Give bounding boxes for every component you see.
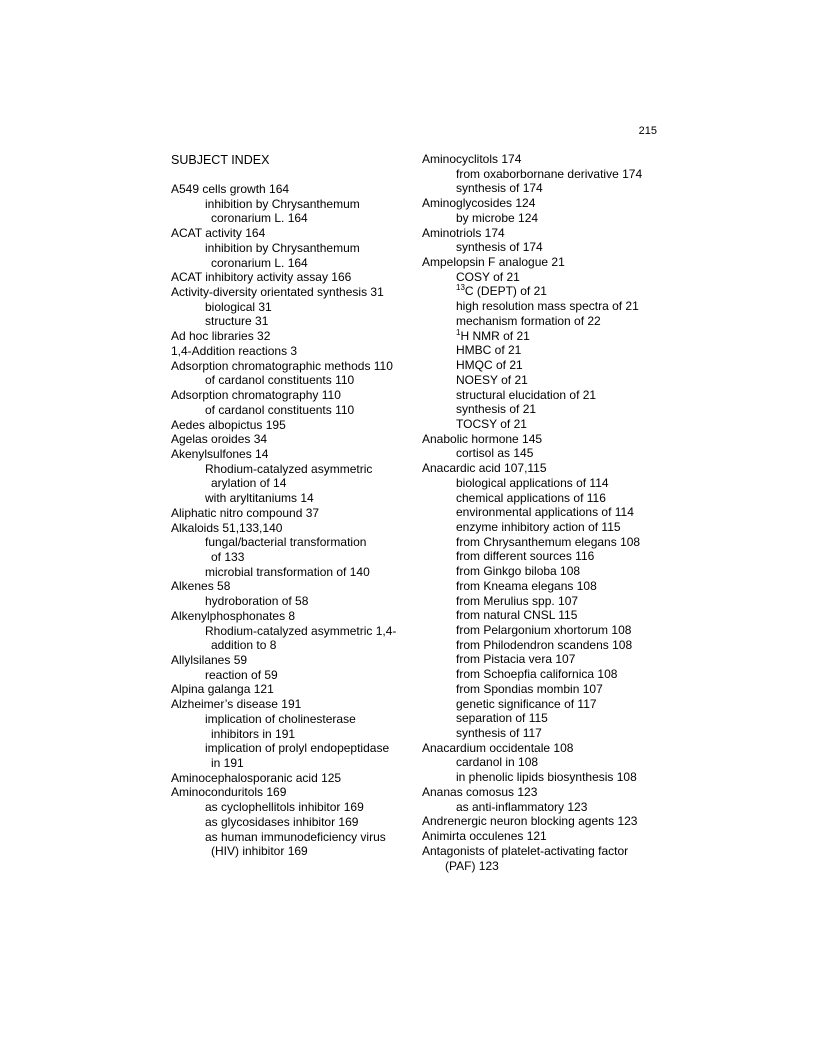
index-entry-text: high resolution mass spectra of 21 <box>456 299 639 314</box>
index-entry-text: by microbe 124 <box>456 210 539 225</box>
index-subentry <box>171 373 406 388</box>
index-subentry <box>171 565 406 580</box>
index-subentry <box>171 668 406 683</box>
index-entry-text: (PAF) 123 <box>445 858 499 873</box>
index-entry-text: Rhodium-catalyzed asymmetric 1,4- <box>205 623 397 638</box>
index-subentry <box>171 256 406 271</box>
index-entry-text: C (DEPT) of 21 <box>464 284 547 299</box>
index-entry <box>422 196 662 211</box>
index-entry-text: A549 cells growth 164 <box>171 182 290 196</box>
index-subentry <box>171 815 406 830</box>
index-entry-text: Aminoconduritols 169 <box>171 785 287 800</box>
index-subentry <box>422 417 662 432</box>
index-entry-text: biological applications of 114 <box>456 475 609 490</box>
index-entry <box>422 255 662 270</box>
index-subentry <box>171 462 406 477</box>
index-subentry <box>422 343 662 358</box>
index-subentry <box>422 726 662 741</box>
index-entry-text: structural elucidation of 21 <box>456 387 597 402</box>
index-subentry <box>422 299 662 314</box>
index-entry-text: ACAT activity 164 <box>171 226 266 241</box>
index-entry-text: Anacardic acid 107,115 <box>422 461 547 476</box>
index-title: SUBJECT INDEX <box>171 153 270 167</box>
index-entry-text: from Merulius spp. 107 <box>456 593 579 608</box>
index-entry-text: Alkaloids 51,133,140 <box>171 520 283 535</box>
index-subentry <box>422 579 662 594</box>
isotope-superscript: 13 <box>456 283 465 293</box>
index-entry <box>171 344 406 359</box>
index-entry <box>171 506 406 521</box>
index-subentry <box>422 329 662 344</box>
index-subentry <box>422 388 662 403</box>
index-entry-text: from natural CNSL 115 <box>456 608 578 623</box>
index-subentry <box>422 181 662 196</box>
index-entry-text: structure 31 <box>205 314 269 329</box>
index-entry <box>171 388 406 403</box>
index-subentry <box>422 373 662 388</box>
index-entry-text: from Schoepfia californica 108 <box>456 667 618 682</box>
index-entry <box>422 432 662 447</box>
index-entry-text: Akenylsulfones 14 <box>171 446 269 461</box>
index-entry-text: with aryltitaniums 14 <box>205 491 314 506</box>
index-entry-text: from Pelargonium xhortorum 108 <box>456 623 632 637</box>
index-entry <box>171 697 406 712</box>
index-entry <box>422 152 662 167</box>
index-entry-text: reaction of 59 <box>205 667 278 682</box>
index-entry-text: from oxaborbornane derivative 174 <box>456 166 643 181</box>
index-column-left <box>171 152 406 859</box>
index-entry-text: in phenolic lipids biosynthesis 108 <box>456 770 637 785</box>
index-entry-text: of cardanol constituents 110 <box>205 402 355 417</box>
index-entry-text: H NMR of 21 <box>460 328 530 343</box>
index-entry <box>422 829 662 844</box>
index-entry-text: of 133 <box>211 549 245 564</box>
index-entry-text: 1,4-Addition reactions 3 <box>171 343 298 358</box>
index-subentry <box>422 270 662 285</box>
index-entry <box>422 741 662 756</box>
index-subentry <box>422 535 662 550</box>
index-entry-text: Aminocephalosporanic acid 125 <box>171 770 342 785</box>
index-entry-text: fungal/bacterial transformation <box>205 535 367 550</box>
index-entry-text: Aminoglycosides 124 <box>422 196 536 211</box>
index-entry <box>171 579 406 594</box>
index-entry <box>171 418 406 433</box>
index-subentry <box>171 535 406 550</box>
index-entry <box>171 359 406 374</box>
index-subentry <box>422 755 662 770</box>
page-number: 215 <box>638 125 657 137</box>
index-entry-text: Antagonists of platelet-activating factor <box>422 843 629 858</box>
index-entry-text: environmental applications of 114 <box>456 505 634 520</box>
index-column-right <box>422 152 662 873</box>
index-entry-text: as glycosidases inhibitor 169 <box>205 814 359 829</box>
index-entry <box>422 785 662 800</box>
index-entry-text: Aedes albopictus 195 <box>171 417 286 432</box>
index-entry <box>171 447 406 462</box>
index-entry-text: synthesis of 117 <box>456 726 542 741</box>
index-entry-text: Allylsilanes 59 <box>171 653 248 667</box>
index-subentry <box>422 623 662 638</box>
index-entry-text: Ananas comosus 123 <box>422 784 538 799</box>
index-entry-text: Andrenergic neuron blocking agents 123 <box>422 814 638 829</box>
index-entry-text: in 191 <box>211 756 244 771</box>
index-entry-text: microbial transformation of 140 <box>205 564 370 579</box>
index-subentry <box>171 314 406 329</box>
index-entry-text: TOCSY of 21 <box>456 416 527 431</box>
index-entry-text: from Pistacia vera 107 <box>456 652 576 667</box>
index-subentry <box>422 446 662 461</box>
index-entry-text: hydroboration of 58 <box>205 594 309 609</box>
index-entry <box>422 814 662 829</box>
index-entry-text: Animirta occulenes 121 <box>422 829 547 844</box>
index-subentry <box>171 638 406 653</box>
index-entry-text: cortisol as 145 <box>456 446 534 461</box>
index-entry-text: COSY of 21 <box>456 269 520 284</box>
index-entry-text: Anabolic hormone 145 <box>422 431 543 446</box>
index-subentry <box>422 800 662 815</box>
index-entry <box>171 785 406 800</box>
index-subentry <box>422 638 662 653</box>
index-subentry <box>422 564 662 579</box>
index-subentry <box>171 197 406 212</box>
index-entry-text: HMBC of 21 <box>456 343 522 358</box>
index-subentry <box>171 491 406 506</box>
index-entry-text: Aminocyclitols 174 <box>422 152 522 166</box>
index-entry-text: synthesis of 21 <box>456 402 537 417</box>
isotope-superscript: 1 <box>456 327 461 337</box>
index-entry-text: Agelas oroides 34 <box>171 432 268 447</box>
index-subentry <box>171 830 406 845</box>
index-subentry <box>171 756 406 771</box>
index-entry-text: HMQC of 21 <box>456 358 523 373</box>
index-entry-text: chemical applications of 116 <box>456 490 606 505</box>
index-entries-right <box>422 152 662 873</box>
index-subentry <box>422 358 662 373</box>
index-entry-text: biological 31 <box>205 299 272 314</box>
index-subentry <box>171 300 406 315</box>
index-entry-text: from different sources 116 <box>456 549 595 564</box>
index-entry-text: Alkenes 58 <box>171 579 231 594</box>
index-subentry <box>171 844 406 859</box>
index-entry-text: as human immunodeficiency virus <box>205 829 386 844</box>
index-entry-text: inhibitors in 191 <box>211 726 296 741</box>
index-subentry <box>171 800 406 815</box>
index-subentry <box>171 727 406 742</box>
index-subentry <box>422 594 662 609</box>
index-subentry <box>422 608 662 623</box>
index-entry <box>171 226 406 241</box>
index-entry-text: cardanol in 108 <box>456 755 539 770</box>
index-entry <box>171 609 406 624</box>
index-subentry <box>422 697 662 712</box>
index-subentry <box>422 284 662 299</box>
index-entry <box>422 461 662 476</box>
index-subentry <box>171 712 406 727</box>
index-subentry <box>422 711 662 726</box>
index-entry <box>171 682 406 697</box>
index-entry-text: synthesis of 174 <box>456 181 543 196</box>
index-entry <box>171 329 406 344</box>
index-entry-text: mechanism formation of 22 <box>456 313 601 328</box>
index-subentry <box>422 682 662 697</box>
index-entry-text: from Spondias mombin 107 <box>456 681 603 696</box>
index-subentry <box>422 167 662 182</box>
index-subentry <box>171 594 406 609</box>
index-entry-text: Activity-diversity orientated synthesis 31 <box>171 285 384 300</box>
index-entry-text: from Ginkgo biloba 108 <box>456 564 581 579</box>
index-subentry <box>171 211 406 226</box>
index-entry-text: coronarium L. 164 <box>211 255 308 270</box>
index-entry-text: coronarium L. 164 <box>211 211 308 226</box>
index-entry-text: as cyclophellitols inhibitor 169 <box>205 800 364 815</box>
index-subentry <box>171 741 406 756</box>
index-subentry <box>171 550 406 565</box>
index-entry-text: Aliphatic nitro compound 37 <box>171 505 320 520</box>
index-entry-text: inhibition by Chrysanthemum <box>205 196 360 211</box>
index-entry-text: Alzheimer’s disease 191 <box>171 697 302 712</box>
index-subentry <box>422 520 662 535</box>
index-entry-text: separation of 115 <box>456 711 548 726</box>
index-entry-text: Ampelopsin F analogue 21 <box>422 255 565 270</box>
index-subentry <box>422 549 662 564</box>
index-entry-text: Alpina galanga 121 <box>171 682 274 697</box>
index-entry-text: from Philodendron scandens 108 <box>456 637 633 652</box>
index-subentry <box>422 505 662 520</box>
index-entry-text: Alkenylphosphonates 8 <box>171 608 296 623</box>
index-entry-text: Adsorption chromatography 110 <box>171 388 341 403</box>
index-entry-text: implication of prolyl endopeptidase <box>205 741 390 756</box>
index-entry-text: Rhodium-catalyzed asymmetric <box>205 461 373 476</box>
index-entry-text: synthesis of 174 <box>456 240 543 255</box>
index-entry <box>171 285 406 300</box>
index-entry-text: from Chrysanthemum elegans 108 <box>456 534 641 549</box>
index-entry-text: Aminotriols 174 <box>422 225 505 240</box>
index-entry-text: arylation of 14 <box>211 476 287 491</box>
index-subentry <box>422 211 662 226</box>
index-entry-text: Adsorption chromatographic methods 110 <box>171 358 393 373</box>
index-entry-text: enzyme inhibitory action of 115 <box>456 519 621 534</box>
index-subentry <box>422 859 662 874</box>
index-entry-text: Anacardium occidentale 108 <box>422 740 574 755</box>
index-entry-text: implication of cholinesterase <box>205 711 356 726</box>
index-subentry <box>171 403 406 418</box>
index-entry-text: genetic significance of 117 <box>456 696 597 711</box>
index-entry <box>422 844 662 859</box>
index-entry <box>422 226 662 241</box>
index-subentry <box>171 241 406 256</box>
index-entry-text: ACAT inhibitory activity assay 166 <box>171 270 352 285</box>
index-entry <box>171 270 406 285</box>
index-entries-left <box>171 182 406 859</box>
index-entry <box>171 521 406 536</box>
index-subentry <box>422 314 662 329</box>
index-entry-text: as anti-inflammatory 123 <box>456 799 588 814</box>
index-entry-text: (HIV) inhibitor 169 <box>211 844 308 859</box>
index-subentry <box>422 402 662 417</box>
index-entry-text: from Kneama elegans 108 <box>456 578 597 593</box>
index-entry <box>171 182 406 197</box>
index-entry-text: NOESY of 21 <box>456 372 528 387</box>
index-entry <box>171 653 406 668</box>
index-entry-text: of cardanol constituents 110 <box>205 373 355 388</box>
index-entry-text: inhibition by Chrysanthemum <box>205 240 360 255</box>
index-subentry <box>422 491 662 506</box>
index-entry-text: Ad hoc libraries 32 <box>171 329 271 344</box>
index-subentry <box>171 624 406 639</box>
index-entry <box>171 771 406 786</box>
index-subentry <box>422 667 662 682</box>
index-entry-text: addition to 8 <box>211 638 277 653</box>
index-entry <box>171 432 406 447</box>
index-subentry <box>422 476 662 491</box>
index-subentry <box>422 240 662 255</box>
index-subentry <box>422 770 662 785</box>
index-subentry <box>171 476 406 491</box>
index-subentry <box>422 652 662 667</box>
